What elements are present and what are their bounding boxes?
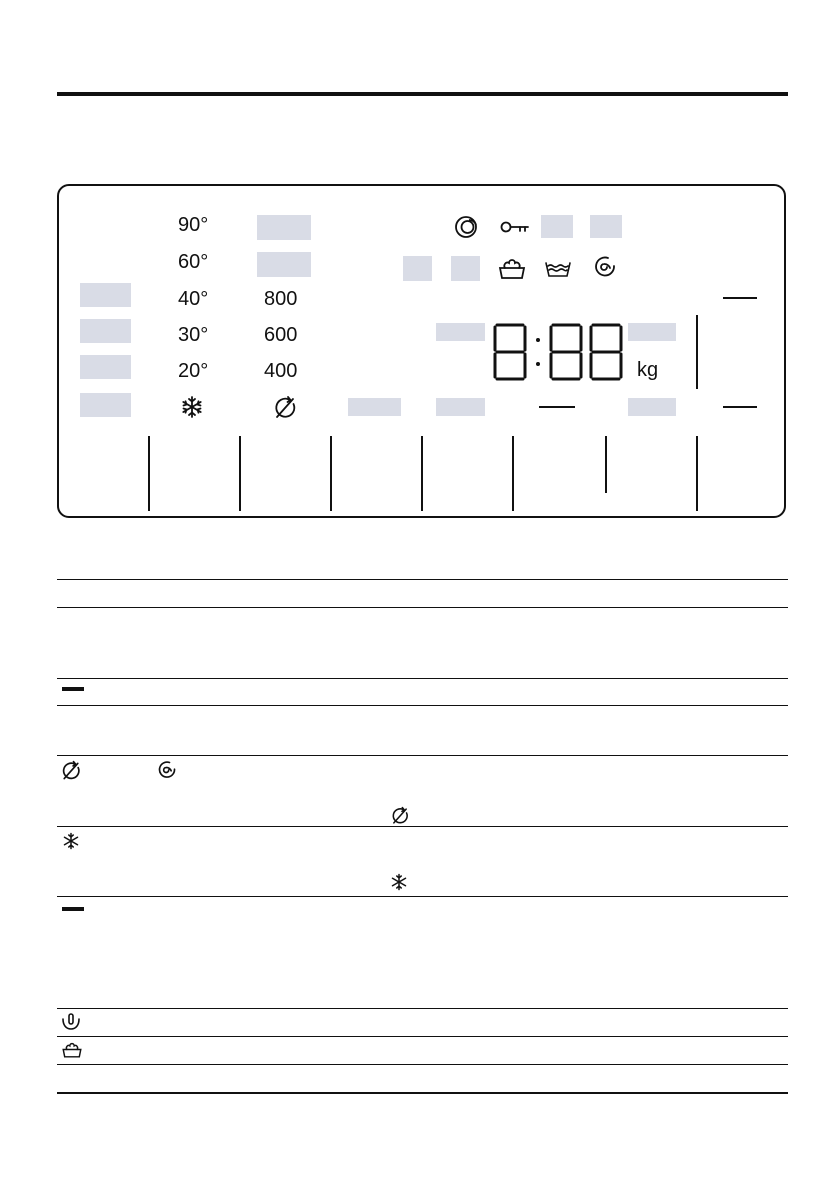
cold-icon	[390, 873, 408, 891]
placeholder-box	[348, 398, 401, 416]
button-divider	[605, 436, 607, 493]
rinse-hold-icon	[61, 1013, 81, 1031]
placeholder-box	[451, 256, 480, 281]
placeholder-box	[80, 393, 131, 417]
placeholder-box	[436, 323, 485, 341]
button-divider	[330, 436, 332, 511]
prewash-icon	[61, 1040, 83, 1059]
placeholder-box	[436, 398, 485, 416]
seven-segment-display	[493, 322, 623, 382]
panel-divider	[696, 315, 698, 389]
no-spin-icon	[272, 395, 298, 421]
table-rule	[57, 678, 788, 679]
spin-600: 600	[264, 324, 298, 346]
table-rule	[57, 607, 788, 608]
table-rule	[57, 1008, 788, 1009]
placeholder-box	[80, 319, 131, 343]
placeholder-box	[257, 215, 311, 240]
speedperfect-icon	[453, 213, 481, 241]
placeholder-box	[541, 215, 573, 238]
temp-90: 90°	[178, 214, 209, 236]
rinse-icon	[544, 260, 572, 278]
placeholder-box	[80, 283, 131, 307]
spin-400: 400	[264, 360, 298, 382]
unit-label: kg	[637, 359, 659, 381]
table-bottom-rule	[57, 1092, 788, 1094]
table-rule	[57, 896, 788, 897]
table-rule	[57, 579, 788, 580]
button-divider	[421, 436, 423, 511]
placeholder-box	[628, 323, 676, 341]
button-divider	[148, 436, 150, 511]
no-spin-icon	[60, 760, 82, 782]
dash-icon	[62, 687, 84, 691]
temp-20: 20°	[178, 360, 209, 382]
key-lock-icon	[500, 219, 530, 235]
dash-mark	[539, 406, 575, 408]
temp-60: 60°	[178, 251, 209, 273]
temp-40: 40°	[178, 288, 209, 310]
placeholder-box	[403, 256, 432, 281]
placeholder-box	[257, 252, 311, 277]
placeholder-box	[80, 355, 131, 379]
placeholder-box	[590, 215, 622, 238]
dash-icon	[62, 907, 84, 911]
cold-icon	[62, 832, 80, 850]
prewash-icon	[497, 255, 527, 281]
table-rule	[57, 826, 788, 827]
temp-30: 30°	[178, 324, 209, 346]
table-rule	[57, 1064, 788, 1065]
button-divider	[512, 436, 514, 511]
no-spin-icon	[390, 806, 410, 826]
spin-icon	[593, 255, 617, 279]
table-rule	[57, 705, 788, 706]
button-divider	[239, 436, 241, 511]
spin-icon	[157, 760, 177, 780]
header-rule	[57, 92, 788, 96]
spin-800: 800	[264, 288, 298, 310]
dash-mark	[723, 297, 757, 299]
table-rule	[57, 1036, 788, 1037]
cold-icon	[180, 395, 204, 419]
button-divider	[696, 436, 698, 511]
placeholder-box	[628, 398, 676, 416]
dash-mark	[723, 406, 757, 408]
table-rule	[57, 755, 788, 756]
